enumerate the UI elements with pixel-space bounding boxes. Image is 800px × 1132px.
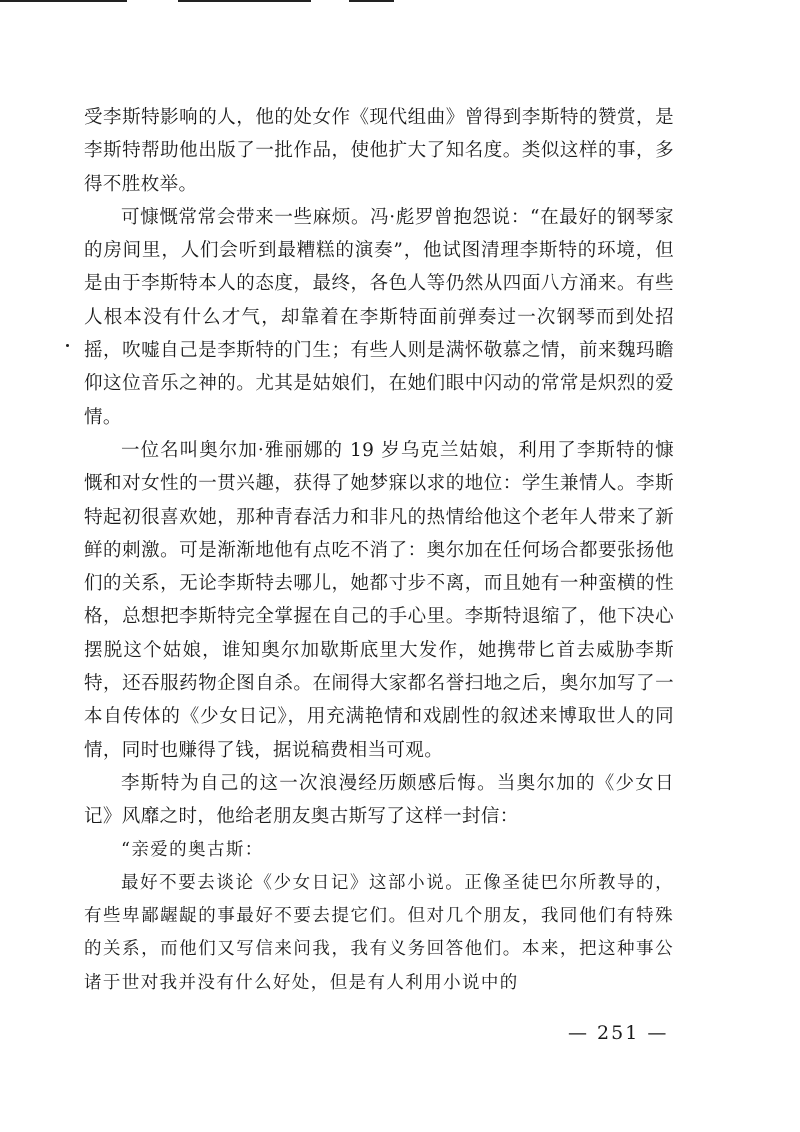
page-number: — 251 — xyxy=(568,1022,669,1044)
paragraph: 李斯特为自己的这一次浪漫经历颇感后悔。当奥尔加的《少女日记》风靡之时，他给老朋友奥古斯写了这样一封信： xyxy=(84,772,674,828)
letter-body: 最好不要去谈论《少女日记》这部小说。正像圣徒巴尔所教导的，有些卑鄙龌龊的事最好不要去提它们。但对几个朋友，我同他们有特殊的关系，而他们又写信来问我，我有义务回答他们。本来，把这种事公诸于世对我并没有什么好处，但是有人利用小说中的 xyxy=(84,872,674,993)
top-border-line xyxy=(178,0,311,2)
paragraph: 受李斯特影响的人，他的处女作《现代组曲》曾得到李斯特的赞赏，是李斯特帮助他出版了一批作品，使他扩大了知名度。类似这样的事，多得不胜枚举。 xyxy=(84,107,674,195)
paragraph: 可慷慨常常会带来一些麻烦。冯·彪罗曾抱怨说：“在最好的钢琴家的房间里，人们会听到最糟糕的演奏”，他试图清理李斯特的环境，但是由于李斯特本人的态度，最终，各色人等仍然从四面八方涌来。有些人根本没有什么才气，却靠着在李斯特面前弹奏过一次钢琴而到处招摇，吹嘘自己是李斯特的门生；有些人则是满怀敬慕之情，前来魏玛瞻仰这位音乐之神的。尤其是姑娘们，在她们眼中闪动的常常是炽烈的爱情。 xyxy=(84,206,674,428)
paragraph: 一位名叫奥尔加·雅丽娜的 19 岁乌克兰姑娘，利用了李斯特的慷慨和对女性的一贯兴趣，获得了她梦寐以求的地位：学生兼情人。李斯特起初很喜欢她，那种青春活力和非凡的热情给他这个老年人带来了新鲜的刺激。可是渐渐地他有点吃不消了：奥尔加在任何场合都要张扬他们的关系，无论李斯特去哪儿，她都寸步不离，而且她有一种蛮横的性格，总想把李斯特完全掌握在自己的手心里。李斯特退缩了，他下决心摆脱这个姑娘，谁知奥尔加歇斯底里大发作，她携带匕首去威胁李斯特，还吞服药物企图自杀。在闹得大家都名誉扫地之后，奥尔加写了一本自传体的《少女日记》，用充满艳情和戏剧性的叙述来博取世人的同情，同时也赚得了钱，据说稿费相当可观。 xyxy=(84,439,674,761)
top-border-line xyxy=(0,0,127,2)
letter-salutation: “亲爱的奥古斯： xyxy=(121,839,264,860)
top-border-line xyxy=(349,0,394,2)
margin-dot xyxy=(66,344,69,347)
page-body xyxy=(84,101,674,1000)
